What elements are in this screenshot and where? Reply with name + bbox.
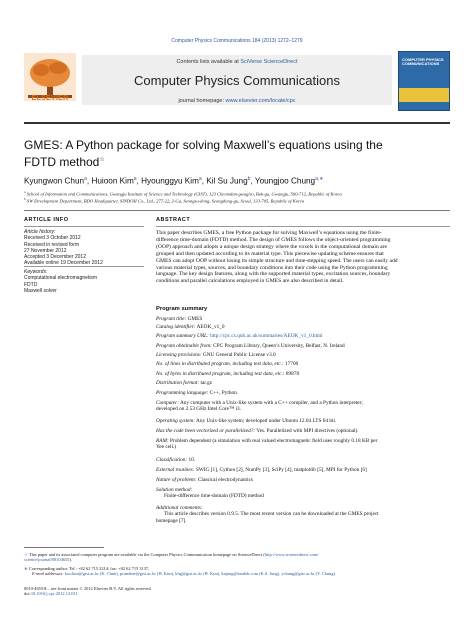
abstract-text: This paper describes GMES, a free Python package for solving Maxwell’s equations using the finite- difference time-domain (FDTD) method. The design of GMES follows the object-oriented programming (OOP) approach and adopts a unique design strategy where the voxels in the computational domain are grouped and then updated according to its material type. This piecewise updating scheme ensures that GMES can adopt OOP without losing its simple structure and time-stepping speed. The users can easily add various material types, sources, and boundary conditions into their code using the Python programming language. The key design features, along with the supported material types, excitation sources, boundary conditions and parallel calculations employed in GMES are also described in detail. (156, 230, 398, 285)
catalog-identifier: Catalog identifier: AEOK_v1_0 (156, 324, 225, 330)
affiliation-b: $^b$ SW Development Department, BDO Headquarter, SINDOH Co., Ltd., 277-22, 2-Ga, Seongsu-dong, Seongdong-gu, Seoul, 133-705, Republic of Korea (24, 197, 305, 204)
additional-comments: Additional comments: This article describes version 0.9.5. The most recent version can be downloaded at the GMES project homepage [7]. (156, 505, 379, 524)
operating-system: Operating system: Any Unix-like system; developed under Ubuntu 12.04 LTS 64 bit. (156, 418, 337, 424)
footnote-rule (24, 547, 104, 548)
author-name: Youngjoo Chung (254, 176, 316, 186)
author-name: Kil Su Jung (206, 176, 248, 186)
journal-masthead (24, 47, 450, 115)
elsevier-wordmark: ELSEVIER (31, 95, 69, 102)
sciencedirect-journal-link[interactable]: http://www.sciencedirect.com/ (264, 552, 319, 557)
article-info-rule (24, 226, 144, 227)
title-footnote-mark[interactable]: ☆ (99, 157, 105, 163)
vectorized-parallelized: Has the code been vectorized or parallelized?: Yes. Parallelized with MPI directives (optional). (156, 428, 359, 434)
licensing-provisions: Licensing provisions: GNU General Public License v3.0 (156, 352, 276, 358)
nature-of-problem: Nature of problem: Classical electrodynamics (156, 477, 253, 483)
author-name: Kyungwon Chun (24, 176, 85, 186)
article-info-label: ARTICLE INFO (24, 217, 69, 223)
abstract-label: ABSTRACT (156, 217, 191, 223)
footnote-program: ☆ This paper and its associated computer program are available via the Computer Physics Communication homepage on ScienceDirect (http://www.sciencedirect.com/ science/journal/00104655). (24, 552, 319, 563)
distribution-format: Distribution format: tar.gz (156, 380, 213, 386)
program-summary-url: Program summary URL: http://cpc.cs.qub.ac.uk/summaries/AEOK_v1_0.html (156, 333, 323, 339)
front-matter-info: 0010-4655/$ – see front matter © 2012 Elsevier B.V. All rights reserved. doi:10.1016/j.cpc.2012.12.011 (24, 586, 152, 597)
bytes-count: No. of bytes in distributed program, including test data, etc.: 89878 (156, 371, 300, 377)
journal-citation: Computer Physics Communications 184 (2013) 1272–1279 (171, 38, 303, 44)
cover-title: COMPUTER PHYSICS COMMUNICATIONS (402, 57, 444, 67)
program-obtainable-from: Program obtainable from: CPC Program Library, Queen’s University, Belfast, N. Ireland (156, 343, 345, 349)
keywords: Keywords: Computational electromagnetism FDTD Maxwell solver (24, 269, 98, 294)
affiliation-a: $^a$ School of Information and Communications, Gwangju Institute of Science and Technology (GIST), 123 Cheomdan-gwagiro, Buk-gu, Gwangju, 500-712, Republic of Korea (24, 190, 342, 197)
author-name: Huioon Kim (91, 176, 134, 186)
author-emails[interactable]: kwchun@gist.ac.kr (K. Chun), pcandme@gist.ac.kr (H. Kim), khg@gist.ac.kr (H. Kim), kujung@sindoh.com (K.S. Jung), ychung@gist.ac.kr (Y. Chung). (64, 571, 337, 577)
lines-count: No. of lines in distributed program, including test data, etc.: 17700 (156, 361, 299, 367)
author-name: Hyounggyu Kim (141, 176, 199, 186)
article-title: GMES: A Python package for solving Maxwell’s equations using the FDTD method☆ (24, 138, 383, 169)
ram: RAM: Problem dependent (a simulation with real valued electromagnetic field uses roughly 0.18 KB per Yee cell.) (156, 438, 378, 451)
contents-availability: Contents lists available at SciVerse ScienceDirect (176, 59, 298, 65)
doi-link[interactable]: 10.1016/j.cpc.2012.12.011 (30, 591, 78, 597)
keywords-rule (24, 266, 144, 267)
author-list: Kyungwon Chun$^a$, Huioon Kim$^a$, Hyounggyu Kim$^a$, Kil Su Jung$^b$, Youngjoo Chung$^{a,∗}$ (24, 176, 324, 186)
cover-band (399, 88, 449, 102)
journal-name: Computer Physics Communications (134, 73, 340, 88)
abstract-rule (156, 226, 450, 227)
computer: Computer: Any computer with a Unix-like system with a C++ compiler, and a Python interpreter; developed on 2.53 GHz Intel Core™ i3. (156, 400, 363, 413)
masthead-rule (24, 122, 450, 124)
journal-title-band (82, 55, 392, 105)
footnote-corresponding-author: ∗ Corresponding author. Tel.: +82 62 715 2214; fax: +82 62 715 3137. E-mail addresses: kwchun@gist.ac.kr (K. Chun), pcandme@gist.ac.kr (H. Kim), khg@gist.ac.kr (H. Kim), kujung@sindoh.com (K.S. Jung), ychung@gist.ac.kr (Y. Chung). (24, 566, 337, 577)
solution-method: Solution method: Finite-difference time-domain (FDTD) method (156, 487, 264, 500)
external-routines: External routines: SWIG [1], Cython [2], NumPy [3], SciPy [4], matplotlib [5], MPI for Python [6] (156, 467, 367, 473)
header-rule (24, 210, 450, 211)
classification: Classification: 10. (156, 457, 196, 463)
journal-homepage-link[interactable]: www.elsevier.com/locate/cpc (225, 98, 296, 104)
programming-language: Programming language: C++, Python. (156, 390, 239, 396)
program-summary-link[interactable]: http://cpc.cs.qub.ac.uk/summaries/AEOK_v1_0.html (208, 333, 323, 339)
journal-cover-thumbnail (398, 51, 450, 111)
program-summary-heading: Program summary (156, 306, 208, 312)
program-title: Program title: GMES (156, 316, 203, 322)
journal-homepage: journal homepage: www.elsevier.com/locate/cpc (178, 98, 296, 104)
sciencedirect-link[interactable]: SciVerse ScienceDirect (240, 59, 298, 65)
article-history: Article history: Received 3 October 2012 Received in revised form 27 November 2012 Accepted 3 December 2012 Available online 19 December 2012 (24, 229, 103, 267)
